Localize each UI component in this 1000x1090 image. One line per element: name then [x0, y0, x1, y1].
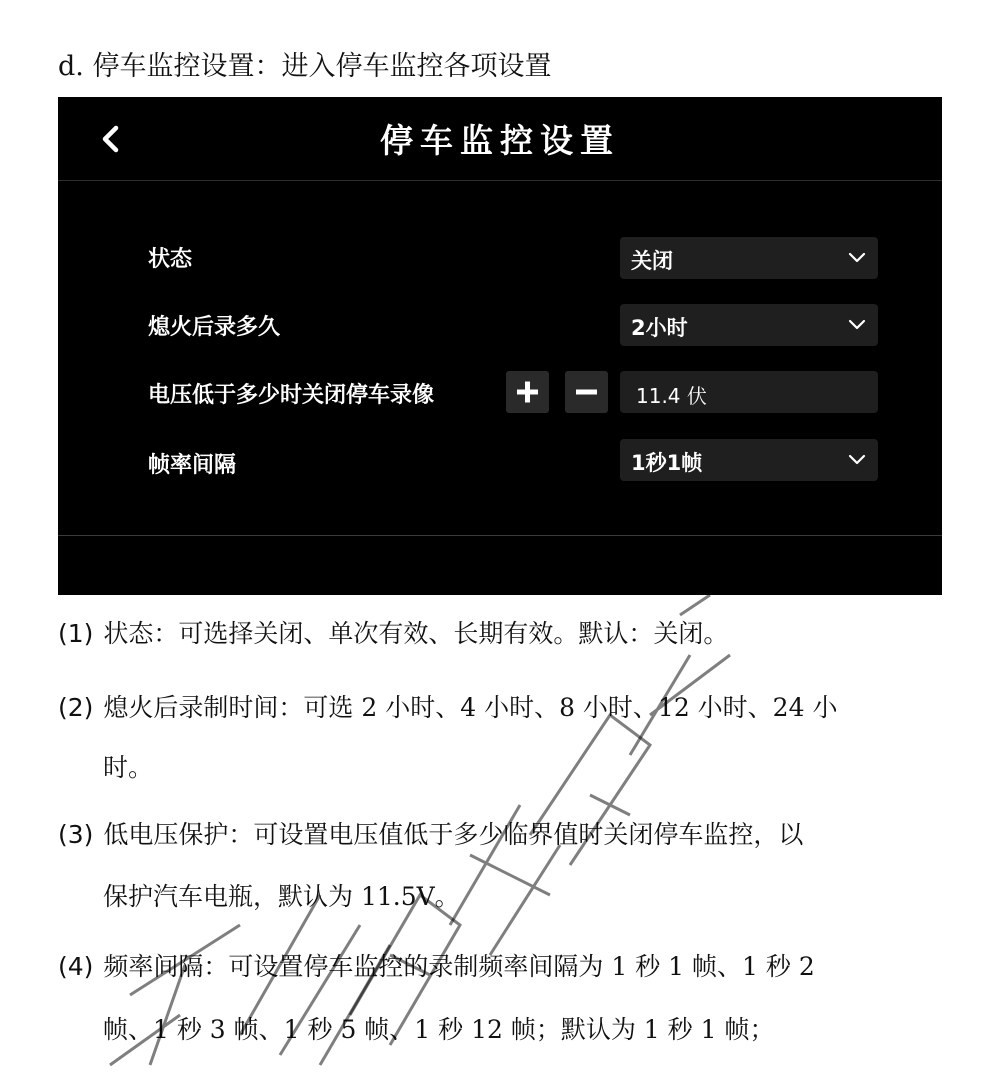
- chevron-down-icon: [848, 452, 866, 468]
- note-number: (3): [58, 820, 94, 849]
- footer-divider: [58, 535, 942, 536]
- note-text: 熄火后录制时间：可选 2 小时、4 小时、8 小时、12 小时、24 小: [103, 693, 838, 722]
- note-text: 状态：可选择关闭、单次有效、长期有效。默认：关闭。: [103, 619, 729, 648]
- note-text-continued: 保护汽车电瓶，默认为 11.5V。: [103, 882, 460, 911]
- note-frame-interval: [58, 947, 815, 983]
- note-status: [58, 614, 728, 650]
- frame-interval-value: 1秒1帧: [631, 451, 703, 475]
- frame-interval-select[interactable]: [620, 439, 878, 481]
- status-value: 关闭: [631, 249, 673, 273]
- note-low-voltage: [58, 815, 803, 851]
- device-screen: [58, 97, 942, 595]
- low-voltage-label: 电压低于多少时关闭停车录像: [148, 383, 435, 408]
- screen-title: 停车监控设置: [380, 121, 620, 160]
- increase-voltage-button[interactable]: [506, 371, 549, 413]
- status-select[interactable]: [620, 237, 878, 279]
- record-duration-select[interactable]: [620, 304, 878, 346]
- note-text-continued: 帧、1 秒 3 帧、1 秒 5 帧、1 秒 12 帧；默认为 1 秒 1 帧；: [103, 1015, 775, 1044]
- section-heading: d. 停车监控设置：进入停车监控各项设置: [58, 51, 552, 82]
- note-number: (1): [58, 619, 94, 648]
- status-label: 状态: [148, 247, 193, 272]
- decrease-voltage-button[interactable]: [565, 371, 608, 413]
- voltage-threshold-value: 11.4 伏: [636, 384, 707, 408]
- note-record-time: [58, 688, 837, 724]
- record-duration-value: 2小时: [631, 316, 688, 340]
- frame-interval-label: 帧率间隔: [148, 453, 237, 478]
- plus-icon: [506, 371, 549, 413]
- note-number: (2): [58, 693, 94, 722]
- screen-header: [58, 97, 942, 181]
- note-text-continued: 时。: [103, 753, 154, 782]
- chevron-down-icon: [848, 250, 866, 266]
- record-duration-label: 熄火后录多久: [148, 315, 281, 340]
- voltage-threshold-field[interactable]: [620, 371, 878, 413]
- chevron-down-icon: [848, 317, 866, 333]
- minus-icon: [565, 371, 608, 413]
- note-text: 低电压保护：可设置电压值低于多少临界值时关闭停车监控，以: [103, 820, 804, 849]
- note-text: 频率间隔：可设置停车监控的录制频率间隔为 1 秒 1 帧、1 秒 2: [103, 952, 815, 981]
- note-number: (4): [58, 952, 94, 981]
